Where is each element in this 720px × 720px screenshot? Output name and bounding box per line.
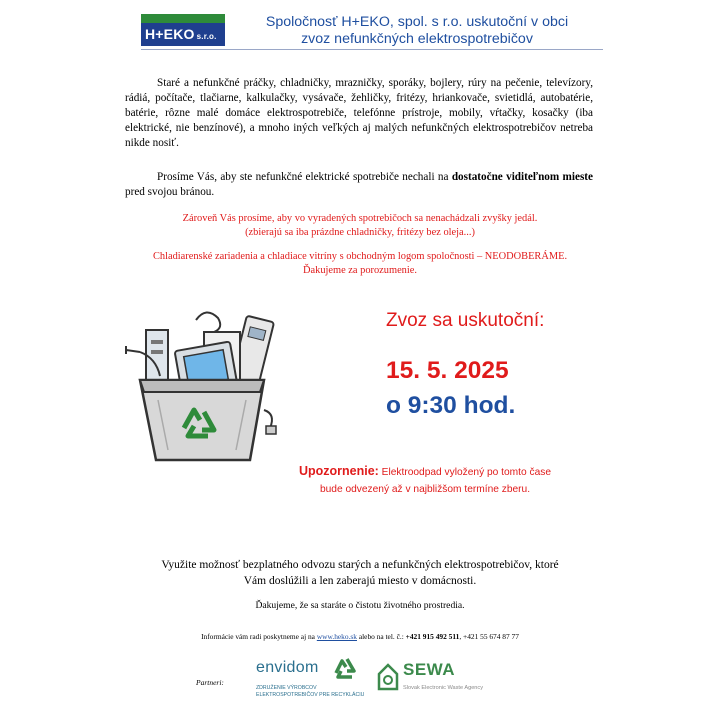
placement-text-bold: dostatočne viditeľnom mieste bbox=[451, 171, 593, 183]
late-waste-notice bbox=[283, 463, 567, 498]
heko-logo bbox=[141, 14, 225, 46]
sewa-logo-text: SEWA bbox=[403, 660, 456, 679]
phone-primary: +421 915 492 511 bbox=[405, 632, 460, 641]
refrigeration-line-1: Chladiarenské zariadenia a chladiace vitríny s obchodným logom spoločnosti – NEODOBERÁME. bbox=[152, 251, 568, 262]
pickup-date: 15. 5. 2025 bbox=[386, 357, 509, 384]
placement-text-end: pred svojou bránou. bbox=[125, 186, 215, 198]
sewa-subtitle: Slovak Electronic Waste Agency bbox=[403, 685, 484, 691]
envidom-sub-line-2: ELEKTROSPOTREBIČOV PRE RECYKLÁCIU bbox=[256, 692, 365, 698]
closing-line-2: Vám doslúžili a len zaberajú miesto v domácnosti. bbox=[243, 575, 477, 587]
notice-label: Upozornenie: bbox=[298, 464, 379, 478]
notice-text-2: bude odvezený až v najbližšom termíne zberu. bbox=[319, 484, 531, 495]
logo-text: H+EKO bbox=[145, 26, 195, 42]
closing-line-1: Využite možnosť bezplatného odvozu starých a nefunkčných elektrospotrebičov, ktoré bbox=[161, 559, 559, 571]
envidom-subtitle bbox=[256, 685, 374, 699]
recycling-bin-illustration-icon bbox=[118, 300, 284, 470]
appliance-list-paragraph: Staré a nefunkčné práčky, chladničky, mrazničky, sporáky, bojlery, rúry na pečenie, televízory, rádiá, počítače, tlačiarne, kalkulačky, vysávače, žehličky, fritézy, hriankovače, svietidlá, autobatérie, batérie, rôzne malé domáce elektrospotrebiče, telefónne prístroje, mobily, vŕtačky, kosačky (iba elektrické, nie benzínové), a mnoho iných veľkých aj malých nefunkčných elektrospotrebičov netreba nikde nosiť. bbox=[125, 77, 593, 149]
thanks-text: Ďakujeme, že sa staráte o čistotu životného prostredia. bbox=[255, 600, 465, 611]
placement-text-start: Prosíme Vás, aby ste nefunkčné elektrické spotrebiče nechali na bbox=[157, 171, 452, 183]
notice-text-1: Elektroodpad vyložený po tomto čase bbox=[378, 467, 551, 478]
contact-info bbox=[120, 632, 600, 641]
pickup-label: Zvoz sa uskutoční: bbox=[386, 310, 545, 331]
info-middle: alebo na tel. č.: bbox=[356, 632, 406, 641]
food-remains-notice bbox=[110, 212, 610, 240]
partners-label: Partneri: bbox=[196, 678, 224, 687]
website-link[interactable]: www.heko.sk bbox=[316, 632, 357, 641]
envidom-logo-text: envidom bbox=[256, 659, 319, 676]
envidom-recycle-arrows-icon bbox=[330, 653, 360, 683]
title-line-2: zvoz nefunkčných elektrospotrebičov bbox=[301, 31, 533, 47]
info-prefix: Informácie vám radi poskytneme aj na bbox=[201, 632, 317, 641]
placement-paragraph bbox=[125, 170, 593, 200]
food-remains-line-2: (zbierajú sa iba prázdne chladničky, fritézy bez oleja...) bbox=[245, 227, 475, 238]
header-divider bbox=[141, 49, 603, 50]
refrigeration-notice bbox=[110, 250, 610, 278]
food-remains-line-1: Zároveň Vás prosíme, aby vo vyradených spotrebičoch sa nenachádzali zvyšky jedál. bbox=[182, 213, 538, 224]
page-title bbox=[232, 14, 602, 48]
pickup-time: o 9:30 hod. bbox=[386, 392, 516, 419]
envidom-sub-line-1: ZDRUŽENIE VÝROBCOV bbox=[256, 685, 317, 691]
refrigeration-line-2: Ďakujeme za porozumenie. bbox=[303, 265, 417, 276]
sewa-house-icon bbox=[377, 662, 399, 692]
title-line-1: Spoločnosť H+EKO, spol. s r.o. uskutoční v obci bbox=[265, 14, 569, 30]
phone-secondary: , +421 55 674 87 77 bbox=[459, 632, 519, 641]
closing-paragraph bbox=[120, 557, 600, 589]
logo-suffix: s.r.o. bbox=[196, 32, 217, 41]
